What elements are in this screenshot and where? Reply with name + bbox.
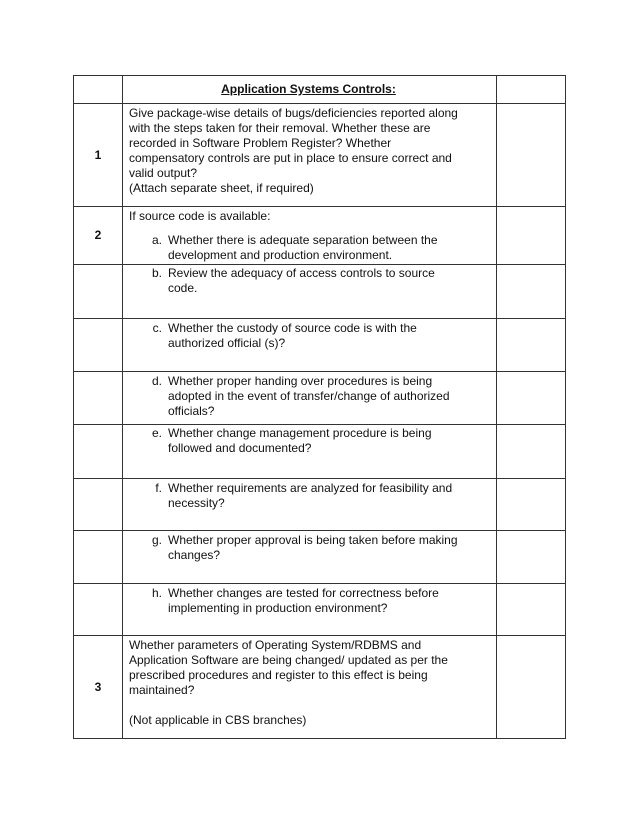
table-row (74, 372, 566, 425)
text-line: with the steps taken for their removal. Whether these are (129, 121, 431, 135)
row-number-empty (74, 372, 123, 425)
text-line: changes? (168, 548, 221, 562)
text-line: authorized official (s)? (168, 336, 286, 350)
item-cell (123, 479, 497, 531)
list-item (129, 266, 488, 296)
item-letter: f. (155, 481, 162, 495)
table-title: Application Systems Controls: (123, 76, 497, 104)
item-letter: a. (151, 233, 162, 247)
list-item (129, 481, 488, 511)
text-line: Whether change management procedure is being (168, 426, 432, 440)
row2-text (123, 207, 497, 265)
text-line: maintained? (129, 683, 195, 697)
table-row (74, 265, 566, 319)
list-item (129, 586, 488, 616)
text-line: Application Software are being changed/ updated as per the (129, 653, 448, 667)
item-cell (123, 372, 497, 425)
header-num-cell (74, 76, 123, 104)
text-line: Review the adequacy of access controls to source (168, 266, 435, 280)
remarks-cell (497, 584, 566, 636)
text-line: (Attach separate sheet, if required) (129, 181, 314, 195)
table-row (74, 104, 566, 207)
list-item (129, 233, 488, 263)
text-line: followed and documented? (168, 441, 312, 455)
item-letter: e. (151, 426, 162, 440)
item-cell (123, 584, 497, 636)
remarks-cell (497, 319, 566, 372)
row-number-empty (74, 265, 123, 319)
item-letter: h. (151, 586, 162, 600)
header-remarks-cell (497, 76, 566, 104)
item-cell (123, 531, 497, 584)
text-line: Whether proper approval is being taken before making (168, 533, 458, 547)
remarks-cell (497, 479, 566, 531)
table-row (74, 425, 566, 479)
table-row (74, 479, 566, 531)
item-cell (123, 319, 497, 372)
text-line: development and production environment. (168, 248, 393, 262)
table-row (74, 531, 566, 584)
text-line: valid output? (129, 166, 198, 180)
text-line: Whether the custody of source code is with the (168, 321, 417, 335)
text-line: If source code is available: (129, 209, 271, 223)
text-line: code. (168, 281, 198, 295)
text-line: implementing in production environment? (168, 601, 388, 615)
item-letter: b. (151, 266, 162, 280)
controls-table (73, 75, 566, 739)
header-row (74, 76, 566, 104)
row-number: 2 (74, 207, 123, 265)
text-line: recorded in Software Problem Register? Whether (129, 136, 392, 150)
text-line: adopted in the event of transfer/change of authorized (168, 389, 450, 403)
remarks-cell (497, 207, 566, 265)
remarks-cell (497, 372, 566, 425)
table-row (74, 319, 566, 372)
row-number-empty (74, 425, 123, 479)
text-line: Whether there is adequate separation between the (168, 233, 438, 247)
text-line: officials? (168, 404, 215, 418)
note-line: (Not applicable in CBS branches) (129, 713, 307, 727)
item-cell (123, 265, 497, 319)
row3-text (123, 636, 497, 739)
text-line: Whether changes are tested for correctness before (168, 586, 439, 600)
table-row (74, 207, 566, 265)
item-letter: g. (151, 533, 162, 547)
remarks-cell (497, 425, 566, 479)
list-item (129, 426, 488, 456)
row-number: 3 (74, 636, 123, 739)
remarks-cell (497, 531, 566, 584)
row1-text (123, 104, 497, 207)
item-letter: d. (151, 374, 162, 388)
text-line: compensatory controls are put in place to ensure correct and (129, 151, 452, 165)
row-number-empty (74, 479, 123, 531)
list-item (129, 321, 488, 351)
item-cell (123, 425, 497, 479)
item-letter: c. (152, 321, 162, 335)
text-line: Whether proper handing over procedures is being (168, 374, 433, 388)
text-line: Give package-wise details of bugs/deficiencies reported along (129, 106, 458, 120)
text-line: prescribed procedures and register to this effect is being (129, 668, 428, 682)
text-line: Whether requirements are analyzed for feasibility and (168, 481, 453, 495)
remarks-cell (497, 104, 566, 207)
table-row (74, 584, 566, 636)
remarks-cell (497, 636, 566, 739)
list-item (129, 533, 488, 563)
row-number-empty (74, 584, 123, 636)
row-number-empty (74, 531, 123, 584)
table-row (74, 636, 566, 739)
row-number: 1 (74, 104, 123, 207)
text-line: necessity? (168, 496, 225, 510)
text-line: Whether parameters of Operating System/RDBMS and (129, 638, 422, 652)
row-number-empty (74, 319, 123, 372)
list-item (129, 374, 488, 419)
remarks-cell (497, 265, 566, 319)
